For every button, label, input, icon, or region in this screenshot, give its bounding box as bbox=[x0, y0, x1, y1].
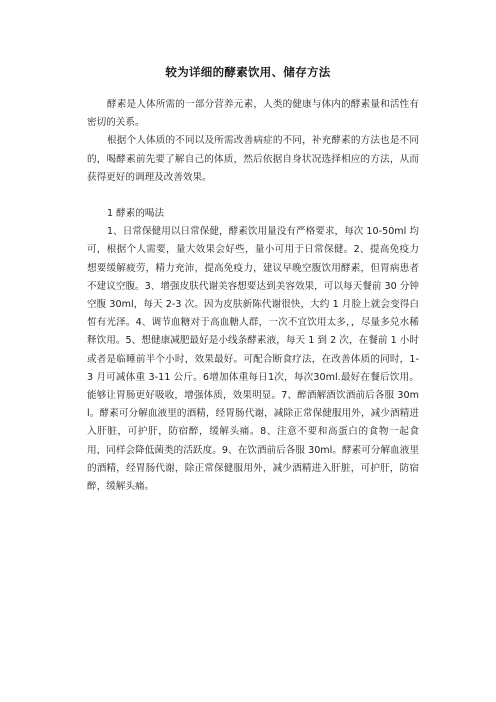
drinking-methods-paragraph: 1、日常保健用以日常保健，酵素饮用量没有严格要求，每次 10-50ml 均可，根据个人需要，量大效果会好些，量小可用于日常保健。2、提高免疫力想要缓解疲劳，精力充沛，提高免疫力，建议早晚空腹饮用酵素，但胃病患者不建议空腹。3、增强皮肤代谢美容想要达到美容效果，可以每天餐前 30 分钟空腹 30ml，每天 2-3 次。因为皮肤新陈代谢很快，大约 1 月脸上就会变得白皙有光泽。4、调节血糖对于高血糖人群，一次不宜饮用太多，，尽量多兑水稀释饮用。5、想健康减肥最好是小线条酵素液，每天 1 到 2 次，在餐前 1 小时或者是临睡前半个小时，效果最好。可配合断食疗法，在改善体质的同时，1-3 月可减体重 3-11 公斤。6增加体重每日1次，每次30ml.最好在餐后饮用。能够让胃肠更好吸收，增强体质，效果明显。7、醉酒解酒饮酒前后各服 30ml。酵素可分解血液里的酒精，经胃肠代谢，减除正常保健服用外，减少酒精进入肝脏，可护肝，防宿醉，缓解头痛。8、注意不要和高蛋白的食物一起食用，同样会降低菌类的活跃度。9、在饮酒前后各服 30ml。酵素可分解血液里的酒精，经胃肠代谢，除正常保健服用外，减少酒精进入肝脏，可护肝，防宿醉，缓解头痛。 bbox=[87, 226, 419, 493]
document-title: 较为详细的酵素饮用、储存方法 bbox=[165, 65, 331, 79]
document-body bbox=[87, 96, 419, 496]
intro-paragraph: 酵素是人体所需的一部分营养元素，人类的健康与体内的酵素量和活性有密切的关系。 bbox=[87, 99, 419, 129]
method-paragraph: 根据个人体质的不同以及所需改善病症的不同，补充酵素的方法也是不同的，喝酵素前先要了解自己的体质，然后依据自身状况选择相应的方法，从而获得更好的调理及改善效果。 bbox=[87, 135, 419, 183]
paragraph-spacer bbox=[87, 187, 419, 205]
section-heading: 1 酵素的喝法 bbox=[107, 208, 165, 220]
